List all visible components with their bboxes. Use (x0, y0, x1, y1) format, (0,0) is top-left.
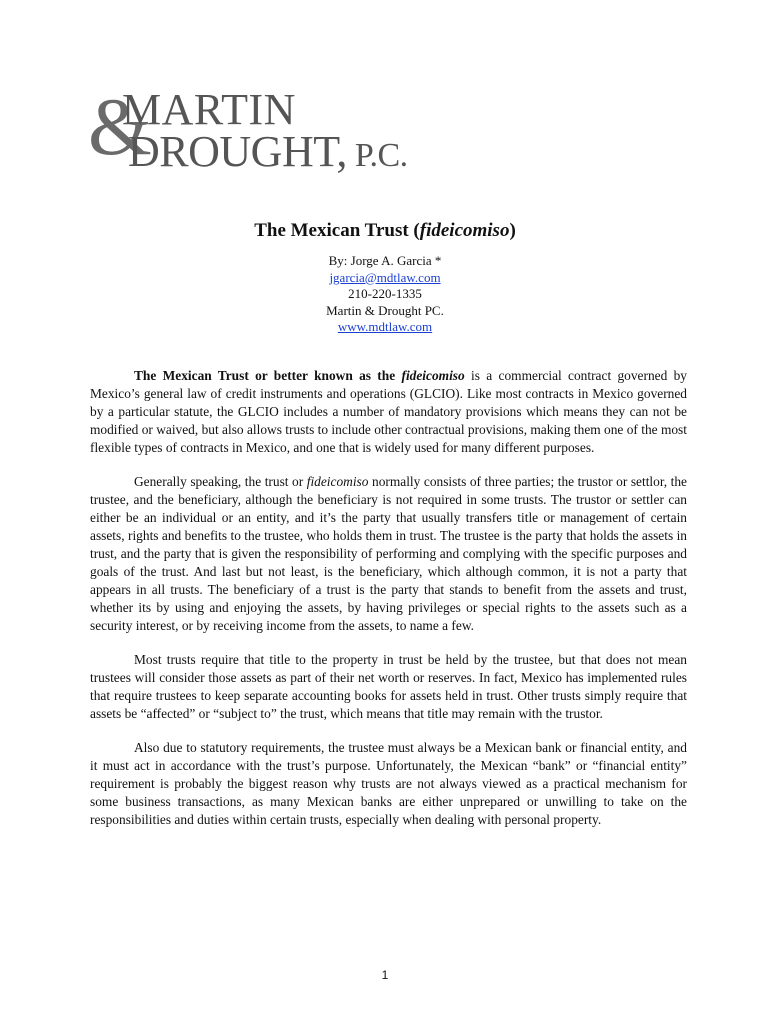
paragraph-1-lead: The Mexican Trust or better known as the (134, 368, 402, 383)
title-main: The Mexican Trust ( (254, 220, 420, 241)
paragraph-3: Most trusts require that title to the property in trust be held by the trustee, but that does not mean trustees will consider those assets as part of their net worth or reserves. In fact, Mexico has implemented rules that require trustees to keep separate accounting books for assets held in trust. Other trusts simply require that assets be “affected” or “subject to” the trust, which means that title may remain with the trustor. (90, 652, 687, 721)
author-email-link[interactable]: jgarcia@mdtlaw.com (329, 269, 441, 285)
author-name: By: Jorge A. Garcia * (328, 253, 442, 268)
paragraph-4: Also due to statutory requirements, the trustee must always be a Mexican bank or financial entity, and it must act in accordance with the trust’s purpose. Unfortunately, the Mexican “bank” or “financial entity” requirement is probably the biggest reason why trusts are not always viewed as a practical mechanism for some business transactions, as many Mexican banks are either unprepared or unwilling to take on the responsibilities and duties within certain trusts, especially when dealing with personal property. (90, 740, 687, 827)
author-firm: Martin & Drought PC. (326, 302, 444, 318)
paragraph-2 (90, 473, 687, 635)
article-body (90, 367, 687, 845)
author-phone: 210-220-1335 (348, 286, 422, 301)
paragraph-2-italic: fideicomiso (306, 474, 369, 489)
firm-website-link[interactable]: www.mdtlaw.com (337, 319, 433, 334)
logo-ampersand: & (88, 81, 152, 172)
logo-line-martin: MARTIN (122, 85, 296, 134)
paragraph-1 (90, 367, 687, 457)
paragraph-1-text: is a commercial contract governed by Mexico’s general law of credit instruments and operations (GLCIO). Like most contracts in Mexico governed by a particular statute, the GLCIO includes a number of mandatory provisions which means they can not be modified or waived, but also allows trusts to include other contractual provisions, making them one of the most flexible types of contracts in Mexico, and one that is widely used for many different purposes. (90, 368, 687, 455)
paragraph-2-after: normally consists of three parties; the trustor or settlor, the trustee, and the beneficiary, although the beneficiary is not required in some trusts. The trustor or settler can either be an individual or an entity, and it’s the party that usually transfers title or management of certain assets, rights and benefits to the trustee, who holds them in trust. The trustee is the party that holds the assets in trust, and the party that is given the responsibility of performing and complying with the specific purposes and goals of the trust. And last but not least, is the beneficiary, which although common, it is not a party that appears in all trusts. The beneficiary of a trust is the party that stands to benefit from the assets and trust, whether its by using and enjoying the assets, by having privileges or special rights to the assets such as a security interest, or by receiving income from the assets, to name a few. (90, 474, 687, 633)
paragraph-1-lead-italic: fideicomiso (401, 368, 465, 383)
author-byline (0, 253, 770, 336)
logo-pc-text: P.C. (346, 137, 408, 174)
title-italic: fideicomiso (419, 220, 510, 241)
document-title (0, 218, 770, 244)
logo-line-drought (128, 127, 408, 178)
title-close: ) (509, 220, 516, 241)
paragraph-2-before: Generally speaking, the trust or (134, 474, 307, 489)
logo-drought-text: DROUGHT, (128, 127, 347, 176)
firm-logo (88, 81, 408, 188)
page-number: 1 (381, 968, 389, 982)
